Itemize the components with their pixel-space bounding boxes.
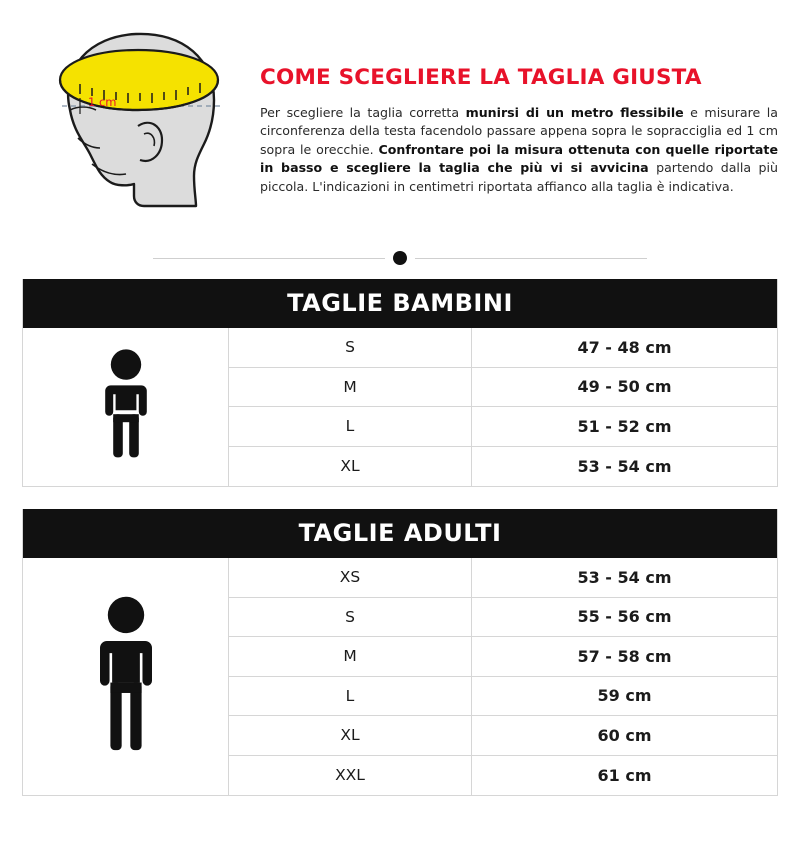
size-cell: S	[229, 328, 472, 367]
tape-label-text: 1 cm	[88, 95, 117, 109]
size-cell: XXL	[229, 756, 472, 796]
divider-line-left	[153, 258, 385, 259]
size-cell: XL	[229, 716, 472, 755]
size-cell: XS	[229, 558, 472, 597]
measure-cell: 59 cm	[597, 686, 652, 706]
table-adulti-title: TAGLIE ADULTI	[23, 509, 777, 558]
section-divider	[0, 251, 800, 265]
table-row	[229, 716, 777, 756]
size-cell: M	[229, 368, 472, 407]
table-row	[229, 756, 777, 796]
table-row	[229, 637, 777, 677]
intro-text-2: e misurare la circonferenza della testa facendolo passare appena sopra le sopracciglia ed 1 cm sopra le orecchie.	[260, 104, 778, 157]
table-bambini-body	[23, 328, 777, 486]
measure-cell: 55 - 56 cm	[577, 607, 672, 627]
measure-cell: 49 - 50 cm	[577, 377, 672, 397]
size-cell: XL	[229, 447, 472, 487]
top-section	[0, 0, 800, 233]
table-row	[229, 407, 777, 447]
size-cell: L	[229, 407, 472, 446]
intro-bold-2: Confrontare poi la misura ottenuta con quelle riportate in basso e scegliere la taglia che più vi si avvicina	[260, 141, 778, 176]
head-measurement-illustration	[18, 10, 250, 233]
table-bambini-title: TAGLIE BAMBINI	[23, 279, 777, 328]
page-title: COME SCEGLIERE LA TAGLIA GIUSTA	[260, 65, 702, 90]
size-cell: L	[229, 677, 472, 716]
measure-cell: 47 - 48 cm	[577, 337, 672, 357]
table-adulti-body	[23, 558, 777, 795]
table-row	[229, 328, 777, 368]
table-row	[229, 368, 777, 408]
intro-text-block	[250, 10, 778, 196]
child-figure-icon	[23, 328, 229, 486]
intro-paragraph	[260, 104, 778, 197]
table-bambini-rows	[229, 328, 777, 486]
measure-cell: 61 cm	[597, 765, 652, 785]
table-row	[229, 558, 777, 598]
table-adulti	[22, 509, 778, 796]
table-row	[229, 677, 777, 717]
table-bambini	[22, 279, 778, 487]
divider-dot-icon	[393, 251, 407, 265]
head-diagram-svg	[18, 14, 250, 229]
size-cell: M	[229, 637, 472, 676]
table-row	[229, 598, 777, 638]
intro-text-3: partendo dalla più piccola. L'indicazioni in centimetri riportata affiancо alla taglia è indicativa.	[260, 160, 779, 194]
table-adulti-rows	[229, 558, 777, 795]
measure-cell: 53 - 54 cm	[577, 567, 672, 587]
measure-cell: 51 - 52 cm	[577, 416, 672, 436]
intro-bold-1: munirsi di un metro flessibile	[465, 104, 684, 120]
table-row	[229, 447, 777, 487]
divider-line-right	[415, 258, 647, 259]
adult-figure-icon	[23, 558, 229, 795]
measure-cell: 57 - 58 cm	[577, 646, 672, 666]
size-cell: S	[229, 598, 472, 637]
measure-cell: 53 - 54 cm	[577, 456, 672, 476]
intro-text-1: Per scegliere la taglia corretta	[260, 104, 466, 120]
measure-cell: 60 cm	[597, 725, 652, 745]
